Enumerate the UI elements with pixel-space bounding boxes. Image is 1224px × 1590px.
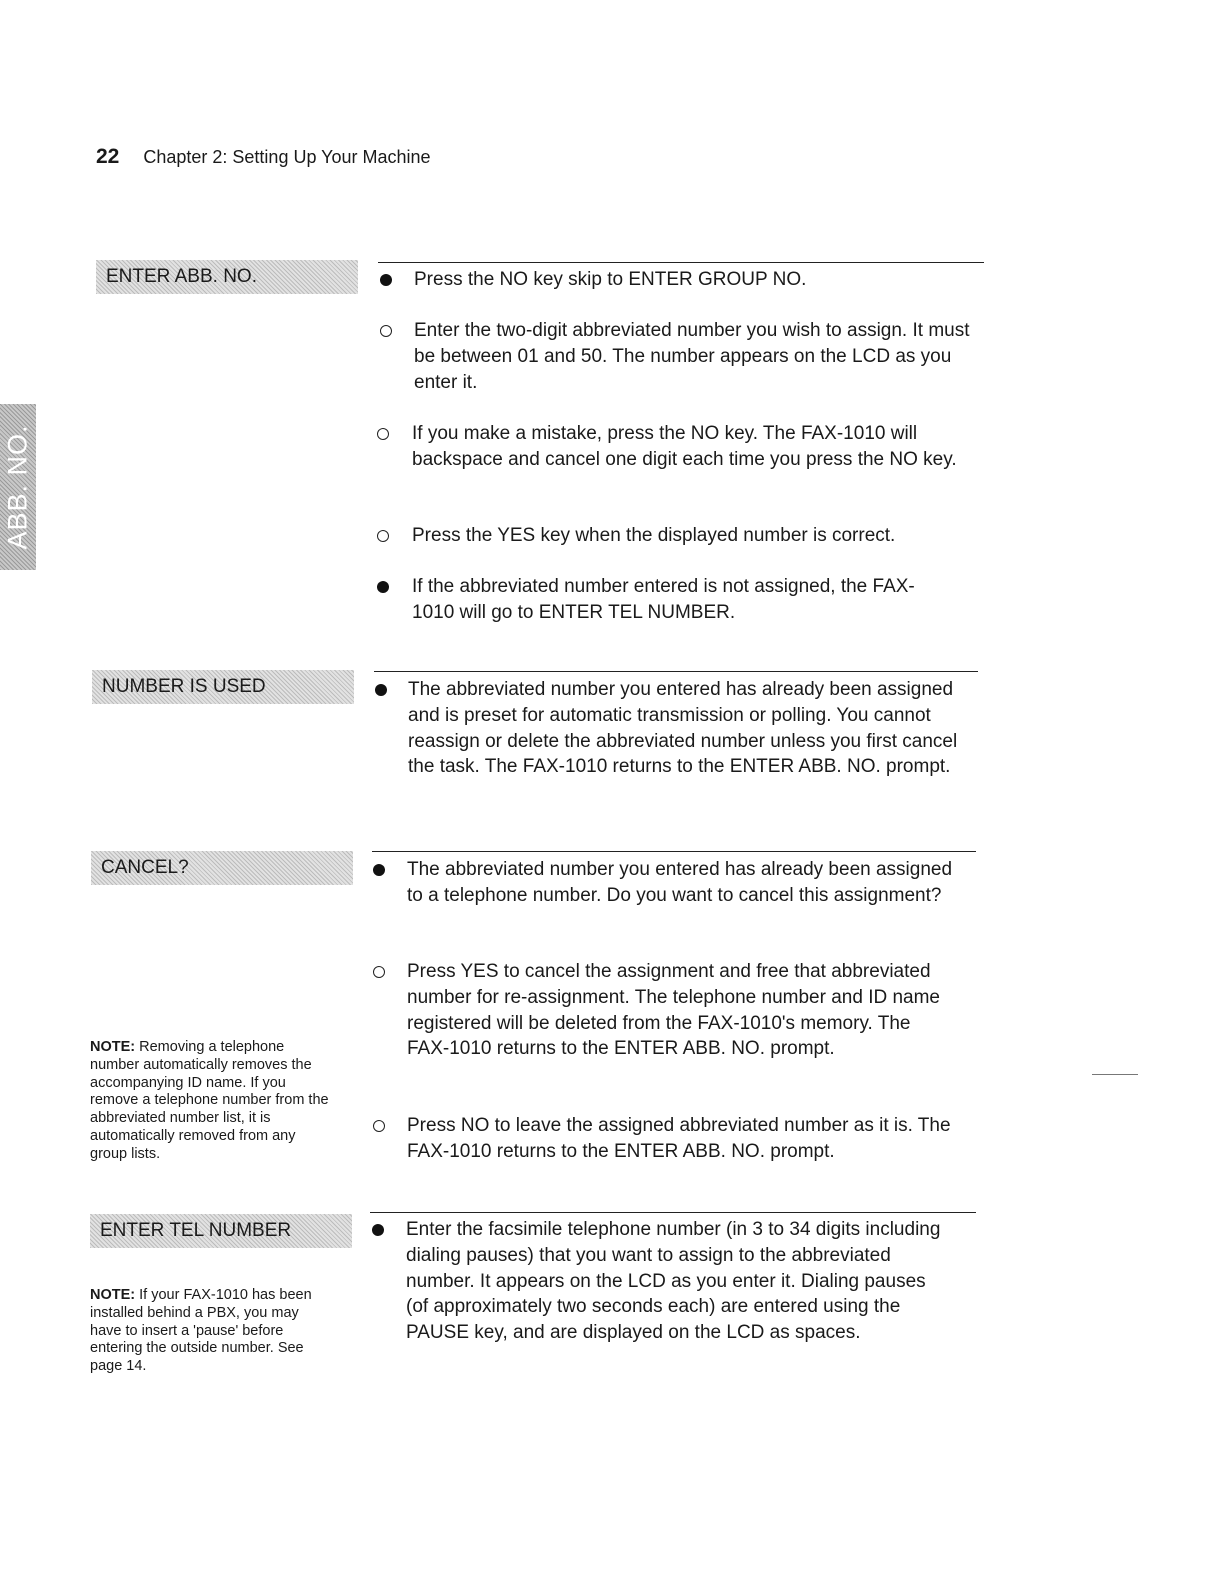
page-header bbox=[96, 145, 431, 169]
step-text: Press YES to cancel the assignment and free that abbreviated number for re-assignment. The telephone number and ID name registered will be deleted from the FAX-1010's memory. The FAX-1010 returns to the ENTER ABB. NO. prompt. bbox=[407, 961, 941, 1060]
section-divider bbox=[378, 262, 984, 263]
step-text: Enter the two-digit abbreviated number you wish to assign. It must be between 01 and 50. The number appears on the LCD as you enter it. bbox=[414, 320, 970, 393]
step-text: Press the YES key when the displayed number is correct. bbox=[412, 525, 896, 546]
step-text: The abbreviated number you entered has already been assigned and is preset for automatic transmission or polling. You cannot reassign or delete the abbreviated number unless you first cancel the task. The FAX-1010 returns to the ENTER ABB. NO. prompt. bbox=[408, 679, 958, 778]
section-divider bbox=[370, 1212, 976, 1213]
hollow-bullet-icon bbox=[377, 428, 389, 440]
note-label: NOTE: bbox=[90, 1287, 136, 1303]
step-text: Press NO to leave the assigned abbreviated number as it is. The FAX-1010 returns to the ENTER ABB. NO. prompt. bbox=[407, 1115, 951, 1162]
lcd-display: ENTER ABB. NO. bbox=[96, 260, 358, 294]
filled-bullet-icon bbox=[372, 1224, 384, 1236]
side-tab-label: ABB. NO. bbox=[2, 424, 33, 550]
step-text: Enter the facsimile telephone number (in 3 to 34 digits including dialing pauses) that you want to assign to the abbreviated number. It appears on the LCD as you enter it. Dialing pauses (of approximately two seconds each) are entered using the PAUSE key, and are displayed on the LCD as spaces. bbox=[406, 1219, 941, 1344]
chapter-title: Chapter 2: Setting Up Your Machine bbox=[143, 147, 431, 167]
side-tab bbox=[0, 404, 36, 570]
step-text: If the abbreviated number entered is not assigned, the FAX-1010 will go to ENTER TEL NUMBER. bbox=[412, 576, 915, 623]
hollow-bullet-icon bbox=[380, 325, 392, 337]
section-divider bbox=[374, 671, 978, 672]
note-text: If your FAX-1010 has been installed behind a PBX, you may have to insert a 'pause' before entering the outside number. See page 14. bbox=[90, 1287, 312, 1375]
edge-mark bbox=[1092, 1074, 1138, 1075]
filled-bullet-icon bbox=[375, 684, 387, 696]
hollow-bullet-icon bbox=[373, 966, 385, 978]
page-number: 22 bbox=[96, 145, 120, 168]
margin-note bbox=[90, 1287, 330, 1376]
filled-bullet-icon bbox=[373, 864, 385, 876]
note-text: Removing a telephone number automatically removes the accompanying ID name. If you remove a telephone number from the abbreviated number list, it is automatically removed from any group lists. bbox=[90, 1039, 329, 1162]
step-text: Press the NO key skip to ENTER GROUP NO. bbox=[414, 269, 807, 290]
section-divider bbox=[372, 851, 976, 852]
lcd-display: CANCEL? bbox=[91, 851, 353, 885]
note-label: NOTE: bbox=[90, 1039, 136, 1055]
filled-bullet-icon bbox=[377, 581, 389, 593]
filled-bullet-icon bbox=[380, 274, 392, 286]
lcd-display: NUMBER IS USED bbox=[92, 670, 354, 704]
hollow-bullet-icon bbox=[373, 1120, 385, 1132]
lcd-display: ENTER TEL NUMBER bbox=[90, 1214, 352, 1248]
step-text: The abbreviated number you entered has already been assigned to a telephone number. Do you want to cancel this assignment? bbox=[407, 859, 953, 906]
margin-note bbox=[90, 1039, 330, 1164]
step-text: If you make a mistake, press the NO key. The FAX-1010 will backspace and cancel one digit each time you press the NO key. bbox=[412, 423, 957, 470]
hollow-bullet-icon bbox=[377, 530, 389, 542]
